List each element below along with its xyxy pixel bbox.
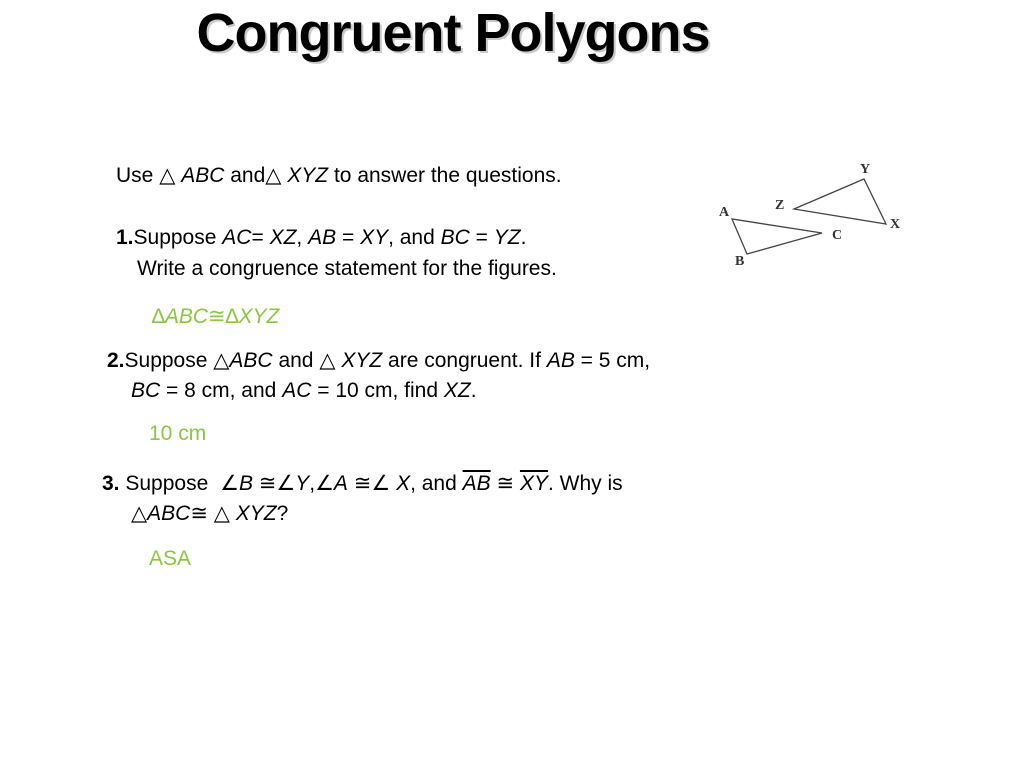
- angle-symbol: ∠: [220, 472, 239, 495]
- seg-bc: BC: [440, 226, 470, 249]
- and-text: and: [278, 349, 314, 372]
- triangle-symbol: △: [319, 349, 336, 372]
- label-c: C: [832, 228, 843, 243]
- page-title: Congruent Polygons: [196, 3, 710, 63]
- question-mark: ?: [276, 502, 289, 525]
- seg-ab: AB: [308, 226, 337, 249]
- question-2-line-1: [107, 350, 650, 371]
- seg-yz: YZ: [493, 226, 521, 249]
- label-b: B: [735, 254, 745, 269]
- seg-ac: AC: [282, 379, 312, 402]
- q3-suppose: Suppose: [125, 472, 209, 495]
- label-y: Y: [860, 162, 871, 177]
- question-1-line-2: Write a congruence statement for the figures.: [137, 257, 557, 280]
- triangle-xyz-shape: [794, 179, 886, 224]
- question-1-line-1: [116, 227, 526, 248]
- congruent-symbol: ≅: [258, 472, 277, 495]
- seg-xy: XY: [360, 226, 389, 249]
- triangle-symbol: △: [213, 349, 230, 372]
- seg-ab: AB: [546, 349, 575, 372]
- period: .: [520, 226, 527, 249]
- triangle-symbol: △: [213, 502, 230, 525]
- question-3-line-2: [131, 503, 288, 524]
- question-3-answer: ASA: [149, 547, 192, 570]
- segment-ab-bar: $\overline{AB}$: [462, 472, 491, 495]
- triangles-figure: [710, 150, 910, 275]
- triangle-abc-label: ABC: [147, 502, 191, 525]
- q1-suppose: Suppose: [133, 226, 217, 249]
- triangle-abc-label: ABC: [229, 349, 273, 372]
- equals: =: [475, 226, 488, 249]
- answer-xyz: XYZ: [238, 305, 280, 328]
- congruent-symbol: ≅: [496, 472, 515, 495]
- q2-text-2: = 5 cm,: [580, 349, 651, 372]
- triangle-xyz-label: XYZ: [341, 349, 383, 372]
- seg-xz: XZ: [269, 226, 297, 249]
- and-text: , and: [388, 226, 435, 249]
- congruent-symbol: ≅: [208, 305, 226, 328]
- triangle-symbol: △: [131, 502, 148, 525]
- q2-text-1: are congruent. If: [388, 349, 541, 372]
- angle-x: X: [396, 472, 411, 495]
- question-2-answer: 10 cm: [149, 422, 207, 445]
- label-z: Z: [775, 198, 785, 213]
- intro-use-text: Use: [116, 164, 154, 187]
- equals: =: [341, 226, 355, 249]
- congruent-symbol: ≅: [353, 472, 372, 495]
- intro-and-text: and: [230, 164, 266, 187]
- angle-symbol: ∠: [315, 472, 334, 495]
- question-3-line-1: [102, 473, 623, 494]
- and-text: , and: [410, 472, 457, 495]
- angle-a: A: [333, 472, 348, 495]
- seg-ac: AC: [222, 226, 252, 249]
- delta-symbol: ∆: [225, 305, 239, 328]
- answer-abc: ABC: [164, 305, 209, 328]
- angle-symbol: ∠: [276, 472, 296, 495]
- delta-symbol: ∆: [152, 305, 165, 328]
- segment-xy-bar: $\overline{XY}$: [519, 472, 548, 495]
- why-text: . Why is: [547, 472, 623, 495]
- intro-line: [116, 165, 562, 186]
- label-x: X: [890, 217, 901, 232]
- triangle-symbol: △: [265, 164, 282, 187]
- question-3-number: 3.: [102, 472, 120, 495]
- question-2-number: 2.: [107, 349, 125, 372]
- triangle-abc-shape: [732, 219, 822, 254]
- q2-suppose: Suppose: [124, 349, 208, 372]
- label-a: A: [719, 205, 730, 220]
- comma: ,: [309, 472, 316, 495]
- period: .: [470, 379, 477, 402]
- triangle-xyz-label: XYZ: [287, 164, 329, 187]
- q2-text-3: = 8 cm, and: [166, 379, 277, 402]
- question-2-line-2: [131, 380, 477, 401]
- triangle-symbol: △: [159, 164, 176, 187]
- q2-text-4: = 10 cm, find: [317, 379, 439, 402]
- comma: ,: [296, 226, 303, 249]
- congruent-symbol: ≅: [190, 502, 208, 525]
- angle-b: B: [238, 472, 253, 495]
- question-1-number: 1.: [116, 226, 134, 249]
- angle-y: Y: [295, 472, 310, 495]
- question-1-answer: [152, 306, 279, 327]
- intro-rest-text: to answer the questions.: [333, 164, 562, 187]
- angle-symbol: ∠: [371, 472, 391, 495]
- seg-bc: BC: [131, 379, 161, 402]
- triangle-xyz-label: XYZ: [235, 502, 277, 525]
- triangle-abc-label: ABC: [181, 164, 225, 187]
- equals: =: [251, 226, 264, 249]
- seg-xz: XZ: [443, 379, 471, 402]
